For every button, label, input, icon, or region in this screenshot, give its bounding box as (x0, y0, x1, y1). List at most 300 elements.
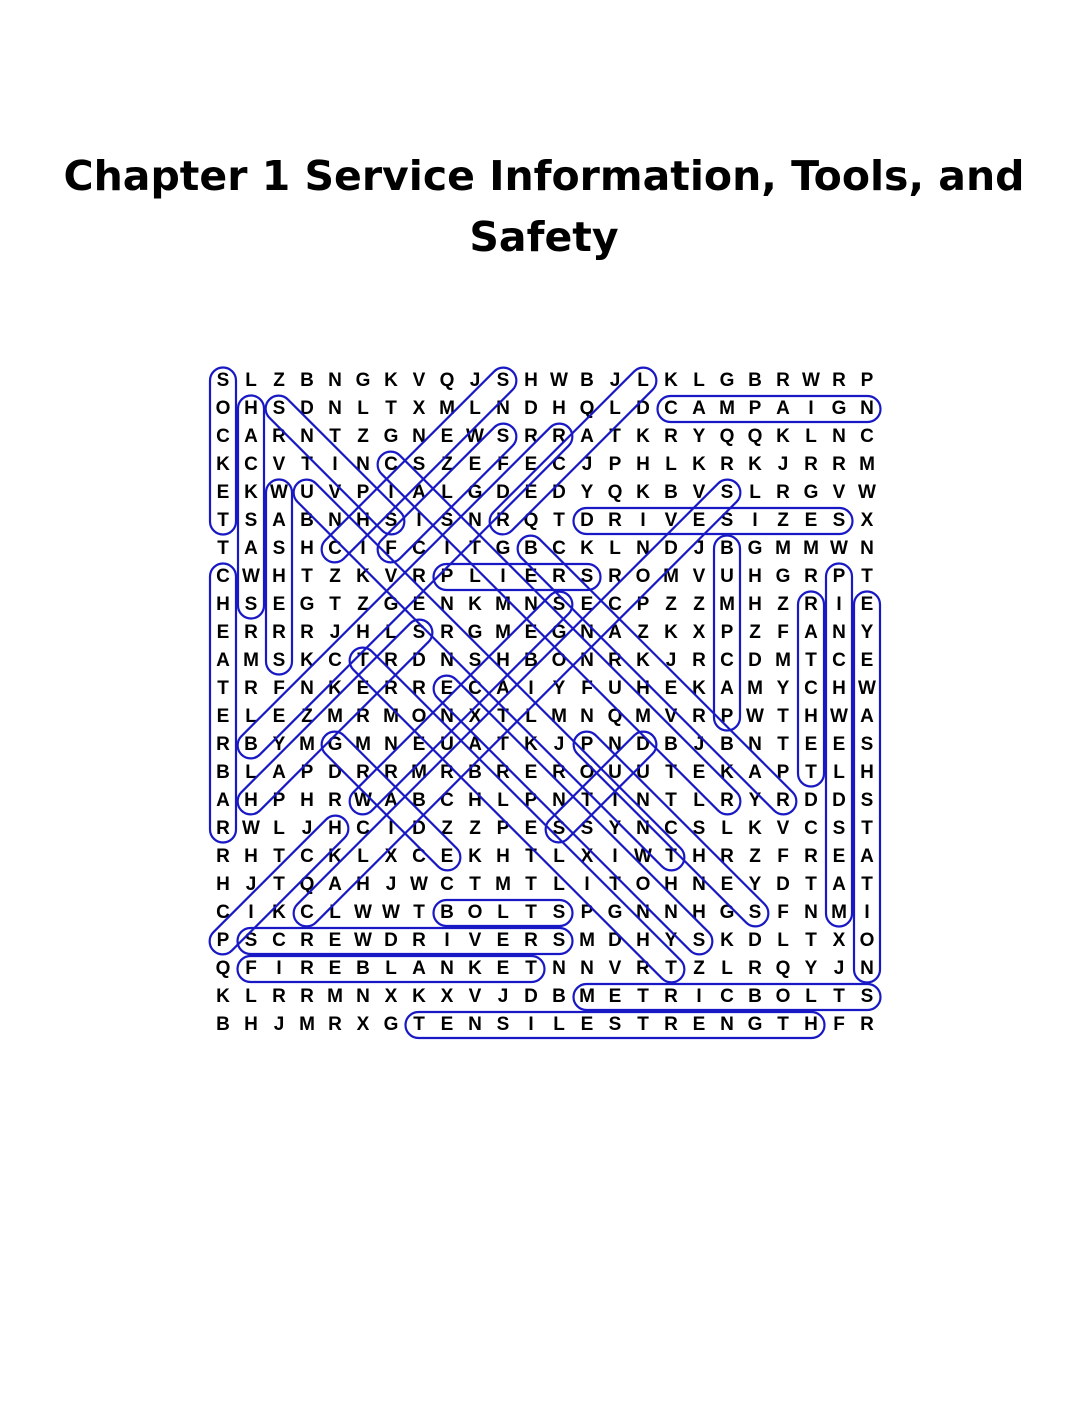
grid-letter: T (665, 790, 677, 811)
title-line-2: Safety (469, 213, 619, 261)
grid-letter: H (804, 1014, 818, 1035)
grid-letter: L (497, 902, 509, 923)
grid-letter: Y (692, 426, 706, 447)
grid-letter: T (861, 566, 873, 587)
grid-letter: I (388, 482, 394, 503)
grid-letter: I (640, 510, 646, 531)
grid-letter: R (804, 594, 818, 615)
grid-letter: T (217, 538, 229, 559)
grid-letter: L (357, 398, 369, 419)
grid-letter: M (327, 706, 343, 727)
grid-letter: X (412, 398, 426, 419)
grid-letter: D (328, 762, 342, 783)
grid-letter: B (300, 370, 314, 391)
grid-letter: Q (215, 958, 231, 979)
grid-letter: H (356, 510, 370, 531)
grid-letter: M (383, 706, 399, 727)
grid-letter: S (552, 594, 566, 615)
grid-letter: A (384, 790, 398, 811)
grid-letter: A (412, 482, 426, 503)
grid-letter: R (272, 426, 286, 447)
grid-letter: C (216, 902, 230, 923)
grid-letter: A (832, 874, 846, 895)
grid-letter: H (328, 818, 342, 839)
grid-letter: C (832, 650, 846, 671)
grid-letter: A (692, 398, 706, 419)
grid-letter: C (804, 818, 818, 839)
grid-letter: E (524, 622, 538, 643)
grid-letter: T (413, 1014, 425, 1035)
grid-letter: N (468, 1014, 482, 1035)
grid-letter: G (803, 482, 819, 503)
grid-letter: E (328, 930, 342, 951)
grid-letter: Q (775, 958, 791, 979)
grid-letter: Z (441, 454, 453, 475)
grid-letter: L (497, 790, 509, 811)
grid-letter: Z (637, 622, 649, 643)
grid-letter: S (440, 510, 454, 531)
grid-letter: B (748, 986, 762, 1007)
grid-letter: H (244, 790, 258, 811)
grid-letter: L (245, 370, 257, 391)
grid-letter: B (216, 762, 230, 783)
grid-letter: P (356, 482, 370, 503)
grid-letter: G (467, 482, 483, 503)
grid-letter: Q (439, 370, 455, 391)
grid-letter: D (608, 930, 622, 951)
grid-letter: V (412, 370, 426, 391)
grid-letter: R (524, 426, 538, 447)
grid-letter: M (803, 538, 819, 559)
grid-letter: M (635, 706, 651, 727)
grid-letter: S (412, 454, 426, 475)
grid-letter: T (609, 426, 621, 447)
grid-letter: K (748, 818, 762, 839)
grid-letter: K (328, 678, 342, 699)
grid-letter: F (245, 958, 257, 979)
grid-letter: J (273, 1014, 285, 1035)
grid-letter: D (384, 930, 398, 951)
grid-letter: D (412, 650, 426, 671)
grid-letter: B (664, 734, 678, 755)
grid-letter: N (552, 790, 566, 811)
grid-letter: L (245, 986, 257, 1007)
grid-letter: N (412, 426, 426, 447)
grid-letter: L (553, 874, 565, 895)
grid-letter: Q (719, 426, 735, 447)
grid-letter: R (720, 846, 734, 867)
grid-letter: Z (357, 426, 369, 447)
grid-letter: W (550, 370, 568, 391)
grid-letter: G (383, 594, 399, 615)
grid-letter: N (580, 650, 594, 671)
grid-letter: F (833, 1014, 845, 1035)
grid-letter: Y (748, 790, 762, 811)
grid-letter: R (244, 622, 258, 643)
grid-letter: I (612, 790, 618, 811)
grid-letter: E (860, 594, 874, 615)
grid-letter: R (384, 650, 398, 671)
grid-letter: T (805, 930, 817, 951)
grid-letter: Y (552, 678, 566, 699)
grid-letter: T (805, 874, 817, 895)
grid-letter: E (860, 650, 874, 671)
grid-letter: E (272, 594, 286, 615)
grid-letter: K (412, 986, 426, 1007)
grid-letter: E (216, 706, 230, 727)
grid-letter: G (355, 370, 371, 391)
grid-letter: U (608, 678, 622, 699)
grid-letter: C (300, 846, 314, 867)
grid-letter: G (747, 1014, 763, 1035)
grid-letter: S (496, 426, 510, 447)
grid-letter: H (300, 790, 314, 811)
grid-letter: Q (579, 398, 595, 419)
grid-letter: C (412, 538, 426, 559)
grid-letter: R (776, 482, 790, 503)
grid-letter: L (469, 566, 481, 587)
grid-letter: A (328, 874, 342, 895)
grid-letter: L (609, 398, 621, 419)
grid-letter: R (216, 846, 230, 867)
grid-letter: P (608, 454, 622, 475)
grid-letter: S (860, 986, 874, 1007)
grid-letter: K (776, 426, 790, 447)
grid-letter: S (580, 566, 594, 587)
grid-letter: X (384, 846, 398, 867)
grid-letter: D (580, 510, 594, 531)
grid-letter: B (664, 482, 678, 503)
grid-letter: C (272, 930, 286, 951)
grid-letter: D (524, 986, 538, 1007)
grid-letter: O (579, 762, 595, 783)
grid-letter: S (272, 650, 286, 671)
grid-letter: L (693, 370, 705, 391)
grid-letter: N (524, 594, 538, 615)
grid-letter: L (637, 370, 649, 391)
grid-letter: S (244, 930, 258, 951)
grid-letter: X (356, 1014, 370, 1035)
grid-letter: C (328, 650, 342, 671)
grid-letter: R (328, 1014, 342, 1035)
grid-letter: X (832, 930, 846, 951)
grid-letter: S (832, 818, 846, 839)
grid-letter: W (242, 566, 260, 587)
grid-letter: G (383, 426, 399, 447)
grid-letter: R (440, 622, 454, 643)
grid-letter: I (752, 510, 758, 531)
grid-letter: N (440, 958, 454, 979)
grid-letter: B (440, 902, 454, 923)
grid-letter: S (216, 370, 230, 391)
grid-letter: V (384, 566, 398, 587)
grid-letter: R (832, 454, 846, 475)
grid-letter: N (300, 426, 314, 447)
grid-letter: T (273, 874, 285, 895)
grid-letter: N (496, 398, 510, 419)
grid-letter: E (496, 930, 510, 951)
grid-letter: R (216, 734, 230, 755)
grid-letter: C (440, 874, 454, 895)
grid-letter: Z (693, 594, 705, 615)
grid-letter: N (832, 426, 846, 447)
grid-letter: D (524, 398, 538, 419)
grid-letter: C (860, 426, 874, 447)
grid-letter: J (665, 650, 677, 671)
grid-letter: U (608, 762, 622, 783)
grid-letter: K (636, 650, 650, 671)
grid-letter: T (581, 790, 593, 811)
grid-letter: R (384, 678, 398, 699)
grid-letter: L (245, 706, 257, 727)
grid-letter: E (496, 958, 510, 979)
grid-letter: X (580, 846, 594, 867)
grid-letter: E (832, 846, 846, 867)
grid-letter: Z (273, 370, 285, 391)
grid-letter: M (663, 566, 679, 587)
grid-letter: L (553, 1014, 565, 1035)
grid-letter: Q (523, 510, 539, 531)
grid-letter: R (804, 846, 818, 867)
grid-letter: B (300, 510, 314, 531)
grid-letter: N (328, 398, 342, 419)
grid-letter: V (776, 818, 790, 839)
grid-letter: S (860, 790, 874, 811)
grid-letter: A (776, 398, 790, 419)
grid-letter: H (692, 902, 706, 923)
grid-letter: V (468, 930, 482, 951)
grid-letter: A (720, 678, 734, 699)
grid-letter: B (748, 370, 762, 391)
grid-letter: P (832, 566, 846, 587)
grid-letter: T (525, 902, 537, 923)
grid-letter: P (580, 734, 594, 755)
grid-letter: O (551, 650, 567, 671)
grid-letter: E (692, 1014, 706, 1035)
grid-letter: V (664, 510, 678, 531)
grid-letter: N (384, 734, 398, 755)
grid-letter: N (720, 1014, 734, 1035)
grid-letter: M (299, 734, 315, 755)
grid-letter: W (270, 482, 288, 503)
grid-letter: R (552, 426, 566, 447)
grid-letter: W (858, 482, 876, 503)
grid-letter: E (524, 482, 538, 503)
grid-letter: K (748, 454, 762, 475)
grid-letter: J (777, 454, 789, 475)
grid-letter: E (440, 678, 454, 699)
grid-letter: A (496, 678, 510, 699)
grid-letter: G (747, 538, 763, 559)
grid-letter: K (664, 370, 678, 391)
grid-letter: S (244, 594, 258, 615)
grid-letter: T (525, 874, 537, 895)
grid-letter: N (580, 958, 594, 979)
grid-letter: S (244, 510, 258, 531)
grid-letter: R (300, 930, 314, 951)
grid-letter: S (468, 650, 482, 671)
grid-letter: K (468, 594, 482, 615)
grid-letter: W (242, 818, 260, 839)
grid-letter: C (552, 538, 566, 559)
grid-letter: T (497, 706, 509, 727)
grid-letter: I (864, 902, 870, 923)
grid-letter: Y (608, 818, 622, 839)
grid-letter: W (354, 930, 372, 951)
grid-letter: E (524, 818, 538, 839)
grid-letter: L (777, 930, 789, 951)
grid-letter: O (775, 986, 791, 1007)
grid-letter: W (802, 370, 820, 391)
grid-letter: W (830, 706, 848, 727)
grid-letter: L (329, 902, 341, 923)
grid-letter: R (776, 790, 790, 811)
grid-letter: B (524, 650, 538, 671)
grid-letter: L (721, 958, 733, 979)
grid-letter: C (356, 818, 370, 839)
grid-letter: E (664, 678, 678, 699)
grid-letter: B (216, 1014, 230, 1035)
grid-letter: A (580, 426, 594, 447)
grid-letter: D (552, 482, 566, 503)
grid-letter: R (524, 930, 538, 951)
grid-letter: B (468, 762, 482, 783)
grid-letter: C (608, 594, 622, 615)
grid-letter: F (777, 622, 789, 643)
grid-letter: P (440, 566, 454, 587)
grid-letter: O (215, 398, 231, 419)
grid-letter: A (860, 846, 874, 867)
grid-letter: D (748, 650, 762, 671)
grid-letter: K (692, 678, 706, 699)
grid-letter: T (413, 902, 425, 923)
grid-letter: R (300, 622, 314, 643)
grid-letter: H (496, 846, 510, 867)
grid-letter: G (327, 734, 343, 755)
grid-letter: F (273, 678, 285, 699)
grid-letter: S (552, 930, 566, 951)
grid-letter: H (692, 846, 706, 867)
grid-letter: A (804, 622, 818, 643)
grid-letter: W (858, 678, 876, 699)
grid-letter: I (500, 566, 506, 587)
grid-letter: Y (860, 622, 874, 643)
grid-letter: A (608, 622, 622, 643)
grid-letter: Z (301, 706, 313, 727)
grid-letter: C (440, 790, 454, 811)
grid-letter: R (300, 958, 314, 979)
grid-letter: A (748, 762, 762, 783)
grid-letter: R (412, 566, 426, 587)
grid-letter: G (495, 538, 511, 559)
grid-letter: G (551, 622, 567, 643)
grid-letter: P (720, 706, 734, 727)
grid-letter: B (412, 790, 426, 811)
grid-letter: N (468, 510, 482, 531)
grid-letter: R (216, 818, 230, 839)
grid-letter: C (244, 454, 258, 475)
grid-letter: V (328, 482, 342, 503)
grid-letter: I (360, 538, 366, 559)
grid-letter: I (836, 594, 842, 615)
grid-letter: R (804, 454, 818, 475)
grid-letter: T (637, 1014, 649, 1035)
grid-letter: T (217, 510, 229, 531)
grid-letter: T (525, 958, 537, 979)
grid-letter: H (552, 398, 566, 419)
grid-letter: R (496, 510, 510, 531)
grid-letter: E (412, 594, 426, 615)
grid-letter: W (354, 902, 372, 923)
grid-letter: N (580, 706, 594, 727)
grid-letter: T (665, 958, 677, 979)
grid-letter: M (327, 986, 343, 1007)
grid-letter: M (719, 398, 735, 419)
grid-letter: X (440, 986, 454, 1007)
grid-letter: L (441, 482, 453, 503)
grid-letter: P (580, 902, 594, 923)
grid-letter: R (692, 706, 706, 727)
grid-letter: R (608, 650, 622, 671)
letter-grid (209, 367, 881, 1039)
grid-letter: T (665, 846, 677, 867)
grid-letter: R (496, 762, 510, 783)
grid-letter: Z (749, 846, 761, 867)
grid-letter: Z (777, 510, 789, 531)
grid-letter: J (693, 734, 705, 755)
grid-letter: T (553, 510, 565, 531)
grid-letter: P (776, 762, 790, 783)
grid-letter: H (244, 1014, 258, 1035)
grid-letter: T (805, 762, 817, 783)
grid-letter: R (804, 566, 818, 587)
grid-letter: N (860, 398, 874, 419)
grid-letter: A (272, 762, 286, 783)
grid-letter: L (385, 622, 397, 643)
grid-letter: E (440, 426, 454, 447)
grid-letter: T (385, 398, 397, 419)
grid-letter: G (299, 594, 315, 615)
grid-letter: C (720, 650, 734, 671)
grid-letter: E (216, 622, 230, 643)
grid-letter: Z (665, 594, 677, 615)
grid-letter: Q (607, 482, 623, 503)
grid-letter: A (216, 650, 230, 671)
grid-letter: T (609, 874, 621, 895)
grid-letter: H (300, 538, 314, 559)
grid-letter: C (216, 426, 230, 447)
grid-letter: V (664, 706, 678, 727)
grid-letter: H (860, 762, 874, 783)
grid-letter: R (356, 706, 370, 727)
grid-letter: L (609, 538, 621, 559)
grid-letter: K (720, 930, 734, 951)
grid-letter: L (693, 790, 705, 811)
grid-letter: N (440, 594, 454, 615)
grid-letter: J (833, 958, 845, 979)
grid-letter: H (748, 566, 762, 587)
grid-letter: Q (607, 706, 623, 727)
grid-letter: G (383, 1014, 399, 1035)
grid-letter: R (552, 762, 566, 783)
grid-letter: Y (776, 678, 790, 699)
word-search-puzzle (209, 367, 881, 1039)
grid-letter: E (328, 958, 342, 979)
grid-letter: E (608, 986, 622, 1007)
grid-letter: N (356, 986, 370, 1007)
grid-letter: Q (747, 426, 763, 447)
grid-letter: S (832, 510, 846, 531)
